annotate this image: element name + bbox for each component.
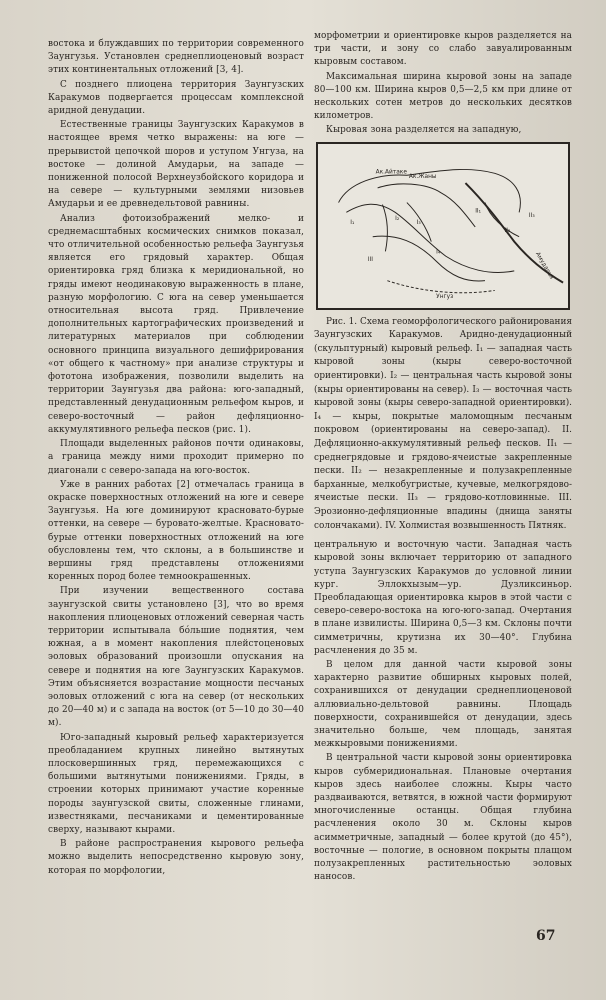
paragraph: морфометрии и ориентировке кыров разделяется на три части, и зону со слабо завуалированным кыровым составом. [314, 31, 572, 68]
map-label: II₂ [504, 227, 511, 234]
map-zone-line [382, 204, 387, 251]
geomorphological-map-figure [316, 142, 570, 310]
paragraph: центральную и восточную части. Западная часть кыровой зоны включает территорию от западного уступа Заунгузских Каракумов до условной линии кург. Эллокхызым—ур. Дузликсиньор. Преобладающая ориентировка кыров в этой части с северо-северо-востока на юго-юго-запад. Очертания в плане извилисты. Ширина 0,5—3 км. Склоны почти симметричны, крутизна их 30—40°. Глубина расчленения до 35 м. [314, 540, 572, 656]
map-label: III [367, 256, 374, 263]
map-boundary-inner [378, 184, 476, 227]
paragraph: В центральной части кыровой зоны ориентировка кыров субмеридиональная. Плановые очертания кыров здесь наиболее сложны. Кыры часто раздваиваются, ветвятся, в южной части формируют многочисленные останцы. Общая глубина расчленения около 30 м. Склоны кыров асимметричные, западный — более крутой (до 45°), восточные — пологие, в основном покрыты плащом полузакрепленных растительностью эоловых наносов. [314, 753, 572, 883]
map-label: II₃ [528, 212, 535, 219]
map-label: I₃ [416, 219, 421, 226]
map-label: Амударья [534, 250, 555, 281]
map-boundary-east [485, 202, 519, 236]
paragraph: В районе распространения кырового рельефа можно выделить непосредственно кыровую зону, которая по морфологии, [48, 839, 304, 876]
paragraph: востока и блуждавших по территории современного Заунгузья. Установлен среднеплиоценовый возраст этих континентальных отложений [3, 4]. [48, 39, 304, 76]
paragraph: С позднего плиоцена территория Заунгузских Каракумов подвергается процессам комплексной аридной денудации. [48, 79, 304, 117]
map-escarpment-unguz [387, 280, 494, 292]
map-zone-line [373, 236, 485, 281]
page-number: 67 [536, 928, 556, 944]
map-label: II₁ [475, 207, 482, 214]
paragraph: Максимальная ширина кыровой зоны на западе 80—100 км. Ширина кыров 0,5—2,5 км при длине от нескольких сотен метров до нескольких десятков километров. [314, 71, 572, 122]
map-label: Ак.Айтаке [375, 168, 407, 175]
paragraph: Площади выделенных районов почти одинаковы, а граница между ними проходит примерно по диагонали с северо-запада на юго-восток. [48, 439, 304, 476]
map-label: Унгуз [436, 293, 454, 300]
left-column [48, 38, 304, 879]
paragraph: В целом для данной части кыровой зоны характерно развитие обширных кыровых полей, сохранившихся от денудации среднеплиоценовой аллювиально-дельтовой равнины. Площадь поверхности, сохранившейся от денудации, здесь значительно больше, чем площадь, занятая межкыровыми понижениями. [314, 659, 572, 750]
map-label: I₂ [395, 215, 400, 222]
paragraph: Уже в ранних работах [2] отмечалась граница в окраске поверхностных отложений на юге и севере Заунгузья. На юге доминируют красновато-бурые оттенки, на севере — буровато-желтые. Красновато-бурые оттенки поверхностных отложений на юге обусловлены тем, что склоны, а в большинстве и вершины гряд представлены отложениями коренных пород более темноокрашенных. [48, 479, 304, 583]
paragraph: Юго-западный кыровый рельеф характеризуется преобладанием крупных линейно вытянутых плосковершинных гряд, перемежающихся с большими вытянутыми понижениями. Гряды, в строении которых принимают участие коренные породы заунгузской свиты, сложенные глинами, известняками, песчаниками и цементированные сверху, называют кырами. [48, 732, 304, 835]
map-label: Ак.Жаны [408, 173, 437, 180]
paragraph: Кыровая зона разделяется на западную, [326, 125, 522, 136]
paragraph: Естественные границы Заунгузских Каракумов в настоящее время четко выражены: на юге — прерывистой цепочкой шоров и уступом Унгуза, на востоке — долиной Амударьи, на западе — пониженной полосой Верхнеузбойского коридора и на севере — культурными землями низовьев Амударьи и ее древнедельтовой равнины. [48, 120, 304, 210]
paragraph: При изучении вещественного состава заунгузской свиты установлено [3], что во время накопления плиоценовых отложений северная часть территории испытывала бо́льшие поднятия, чем южная, а в момент накопления плейстоценовых эоловых образований произошли опускания на севере и поднятия на юге Заунгузских Каракумов. Этим объясняется возрастание мощности песчаных эоловых отложений с юга на север (от нескольких до 20—40 м) и с запада на восток (от 5—10 до 30—40 м). [48, 586, 304, 729]
paragraph: Анализ фотоизображений мелко- и среднемасштабных космических снимков показал, что отличительной особенностью рельефа Заунгузья является его грядовый характер. Общая ориентировка гряд близка к меридиональной, но гряды имеют неодинаковую выраженность в плане, разную морфологию. С юга на север уменьшается относительная высота гряд. Привлечение дополнительных картографических произведений и литературных материалов при соблюдении основного принципа визуального дешифрирования «от общего к частному» при анализе структуры и фототона изображения, позволили выделить на территории Заунгузья два района: юго-западный, представленный денудационным рельефом кыров, и северо-восточный — район дефляционно-аккумулятивного рельефа песков (рис. 1). [48, 213, 304, 435]
right-column [314, 30, 572, 885]
map-label: I₁ [350, 219, 355, 226]
map-label: I₄ [436, 248, 441, 255]
figure-caption: Рис. 1. Схема геоморфологического районирования Заунгузских Каракумов. Аридно-денудационный (скульптурный) кыровый рельеф. I₁ — западная часть кыровой зоны (кыры северо-восточной ориентировки). I₂ — центральная часть кыровой зоны (кыры ориентированы на север). I₃ — восточная часть кыровой зоны (кыры северо-западной ориентировки). I₄ — кыры, покрытые маломощным песчаным покровом (ориентированы на северо-запад). II. Дефляционно-аккумулятивный рельеф песков. II₁ — среднегрядовые и грядово-ячеистые закрепленные пески. II₂ — незакрепленные и полузакрепленные барханные, мелкобугристые, кучевые, мелкогрядово-ячеистые пески. II₃ — грядово-котловинные. III. Эрозионно-дефляционные впадины (днища заняты солончаками). IV. Холмистая возвышенность Пятняк. [314, 316, 572, 531]
